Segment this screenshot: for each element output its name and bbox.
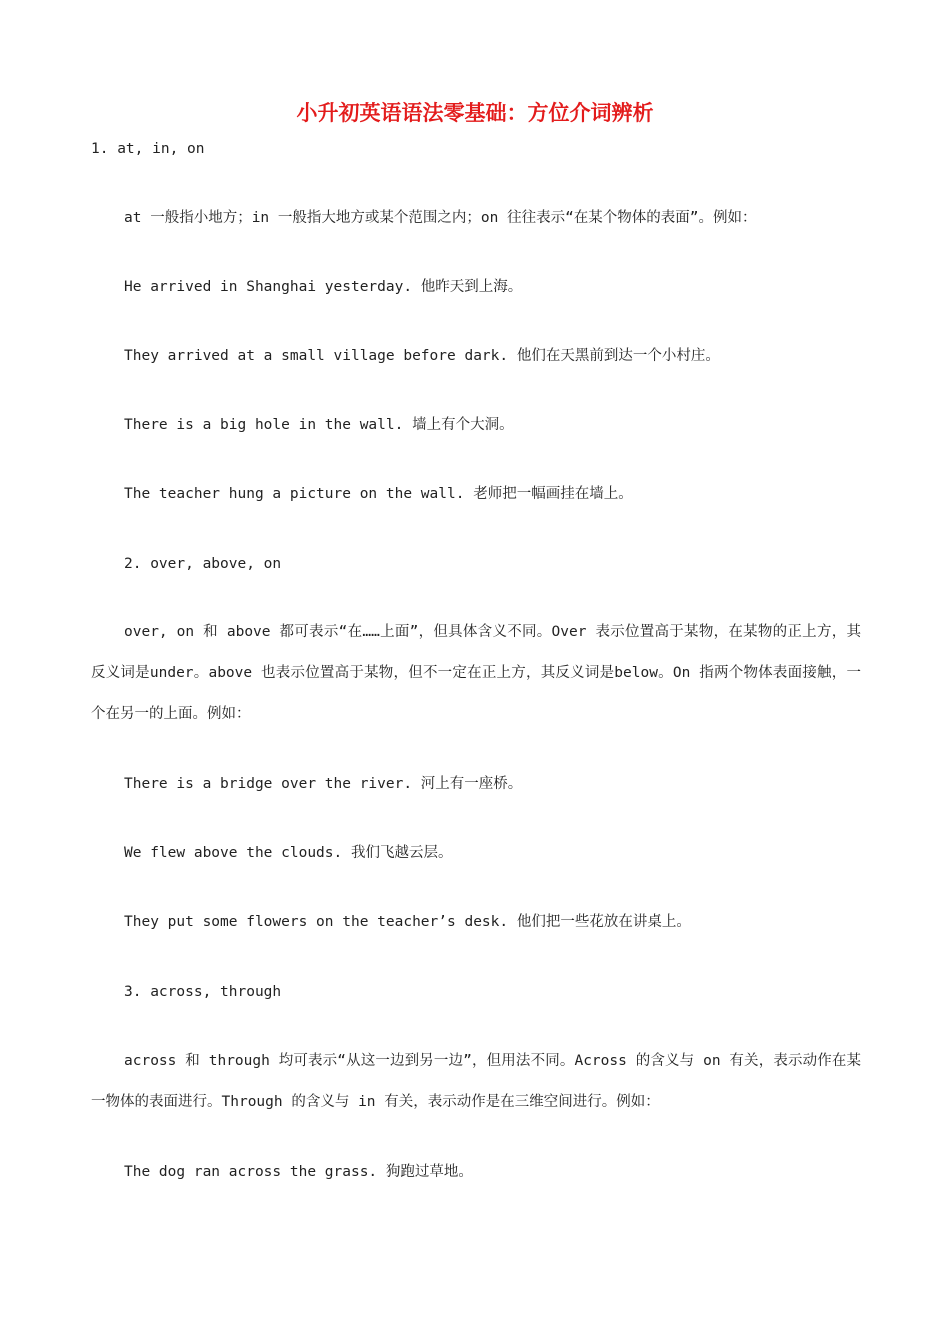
- example-sentence: They put some flowers on the teacher’s desk. 他们把一些花放在讲桌上。: [124, 914, 691, 930]
- section-heading-2: 2. over, above, on: [124, 556, 282, 572]
- section-heading-3: 3. across, through: [124, 984, 282, 1000]
- example-sentence: We flew above the clouds. 我们飞越云层。: [124, 845, 453, 861]
- section-explanation-3: across 和 through 均可表示“从这一边到另一边”，但用法不同。Across 的含义与 on 有关，表示动作在某一物体的表面进行。Through 的含义与 in 有关，表示动作是在三维空间进行。例如：: [91, 1053, 861, 1110]
- example-sentence: He arrived in Shanghai yesterday. 他昨天到上海。: [124, 279, 523, 295]
- document-title: 小升初英语语法零基础：方位介词辨析: [296, 100, 654, 125]
- example-sentence: The dog ran across the grass. 狗跑过草地。: [124, 1164, 473, 1180]
- example-sentence: They arrived at a small village before dark. 他们在天黑前到达一个小村庄。: [124, 348, 720, 364]
- section-explanation-1: at 一般指小地方；in 一般指大地方或某个范围之内；on 往往表示“在某个物体的表面”。例如：: [124, 210, 757, 226]
- example-sentence: There is a big hole in the wall. 墙上有个大洞。: [124, 417, 514, 433]
- section-explanation-2: over, on 和 above 都可表示“在……上面”，但具体含义不同。Over 表示位置高于某物，在某物的正上方，其反义词是under。above 也表示位置高于某物，但不一定在正上方，其反义词是below。On 指两个物体表面接触，一个在另一的上面。例如：: [91, 624, 861, 722]
- example-sentence: The teacher hung a picture on the wall. 老师把一幅画挂在墙上。: [124, 486, 633, 502]
- section-heading-1: 1. at, in, on: [91, 141, 205, 157]
- example-sentence: There is a bridge over the river. 河上有一座桥。: [124, 776, 523, 792]
